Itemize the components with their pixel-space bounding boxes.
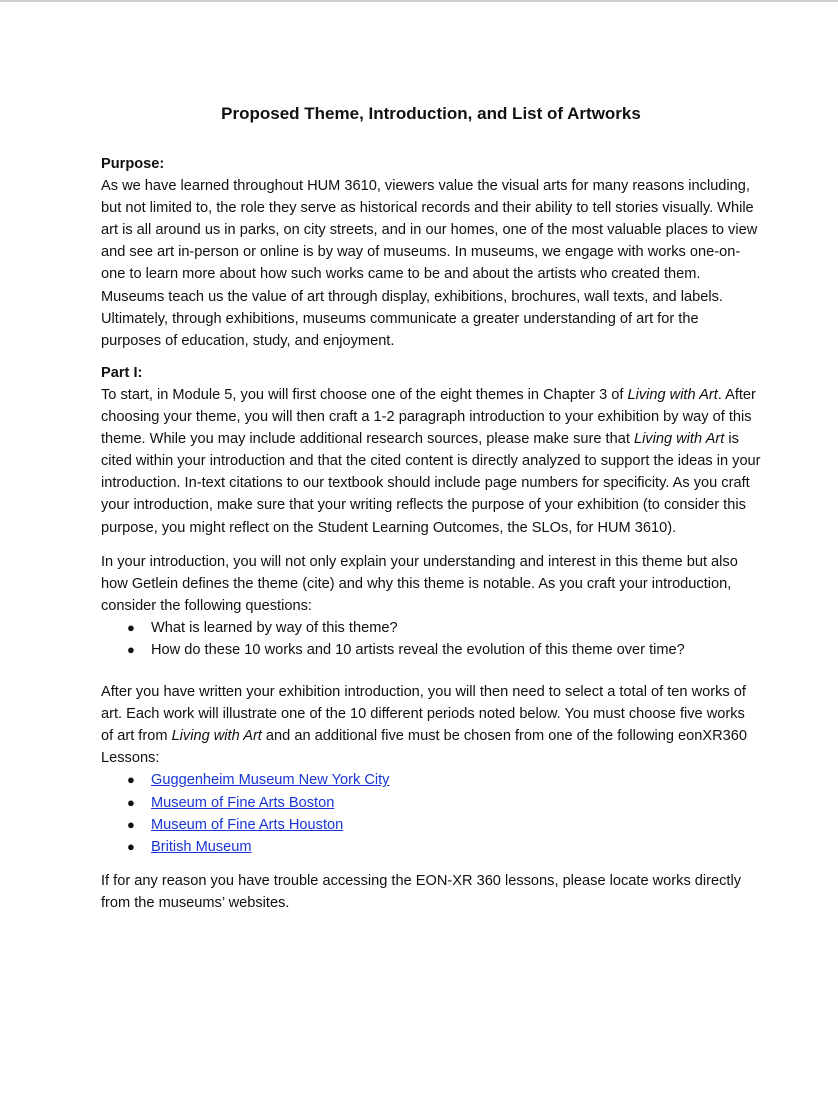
part-one-paragraph-4: If for any reason you have trouble accessing the EON-XR 360 lessons, please locate works directly from the museums’ websites. [101, 872, 742, 911]
part-one-paragraph-3 [101, 681, 761, 769]
list-item [101, 639, 761, 661]
text-run: . After choosing your theme, you will then craft a 1-2 paragraph introduction to your exhibition by way of this theme. While you may include additional research sources, please make sure that [101, 386, 756, 448]
bullet-icon: ● [127, 641, 135, 657]
text-run: After you have written your exhibition introduction, you will then need to select a total of ten works of art. Each work will illustrate one of the 10 different periods noted below. You must choose five works of art from [101, 684, 746, 745]
part-one-section [101, 362, 761, 914]
list-item [101, 617, 761, 639]
bullet-icon: ● [127, 772, 135, 788]
text-run: To start, in Module 5, you will first choose one of the eight themes in Chapter 3 of [101, 386, 628, 403]
document-page [101, 102, 761, 914]
bullet-icon: ● [127, 816, 135, 832]
purpose-paragraph: As we have learned throughout HUM 3610, viewers value the visual arts for many reasons including, but not limited to, the role they serve as historical records and their ability to tell stories visually. While art is all around us in parks, on city streets, and in our homes, one of the most valuable places to view and see art in-person or online is by way of museums. In museums, we engage with works one-on-one to learn more about how such works came to be and about the artists who created them. Museums teach us the value of art through display, exhibitions, brochures, wall texts, and labels. Ultimately, through exhibitions, museums communicate a greater understanding of art for the purposes of education, study, and enjoyment. [101, 178, 758, 349]
list-item [101, 836, 761, 858]
bullet-icon: ● [127, 794, 135, 810]
purpose-section [101, 153, 761, 352]
purpose-heading: Purpose: [101, 156, 165, 172]
textbook-title: Living with Art [171, 728, 262, 745]
link-mfa-houston[interactable]: Museum of Fine Arts Houston [151, 816, 344, 833]
text-run: and an additional five must be chosen from one of the following eonXR360 Lessons: [101, 728, 748, 767]
text-run: is cited within your introduction and that the cited content is directly analyzed to support the ideas in your introduction. In-text citations to our textbook should include page numbers for specificity. As you craft your introduction, make sure that your writing reflects the purpose of your exhibition (to consider this purpose, you might reflect on the Student Learning Outcomes, the SLOs, for HUM 3610). [101, 431, 761, 536]
questions-list [101, 617, 761, 661]
question-text: How do these 10 works and 10 artists reveal the evolution of this theme over time? [151, 641, 685, 658]
list-item [101, 792, 761, 814]
part-one-paragraph-1 [101, 384, 761, 539]
part-one-paragraph-2: In your introduction, you will not only explain your understanding and interest in this theme but also how Getlein defines the theme (cite) and why this theme is notable. As you craft your introduction, consider the following questions: [101, 553, 738, 614]
textbook-title: Living with Art [633, 431, 725, 448]
part-one-heading: Part I: [101, 364, 143, 381]
textbook-title: Living with Art [627, 386, 718, 403]
list-item [101, 769, 761, 791]
link-british-museum[interactable]: British Museum [151, 838, 252, 855]
question-text: What is learned by way of this theme? [151, 619, 398, 636]
bullet-icon: ● [127, 619, 135, 635]
top-border [0, 0, 838, 2]
link-mfa-boston[interactable]: Museum of Fine Arts Boston [151, 794, 335, 811]
link-guggenheim[interactable]: Guggenheim Museum New York City [151, 772, 390, 789]
lessons-list [101, 769, 761, 857]
document-title: Proposed Theme, Introduction, and List of Artworks [221, 104, 641, 123]
bullet-icon: ● [127, 838, 135, 854]
list-item [101, 814, 761, 836]
